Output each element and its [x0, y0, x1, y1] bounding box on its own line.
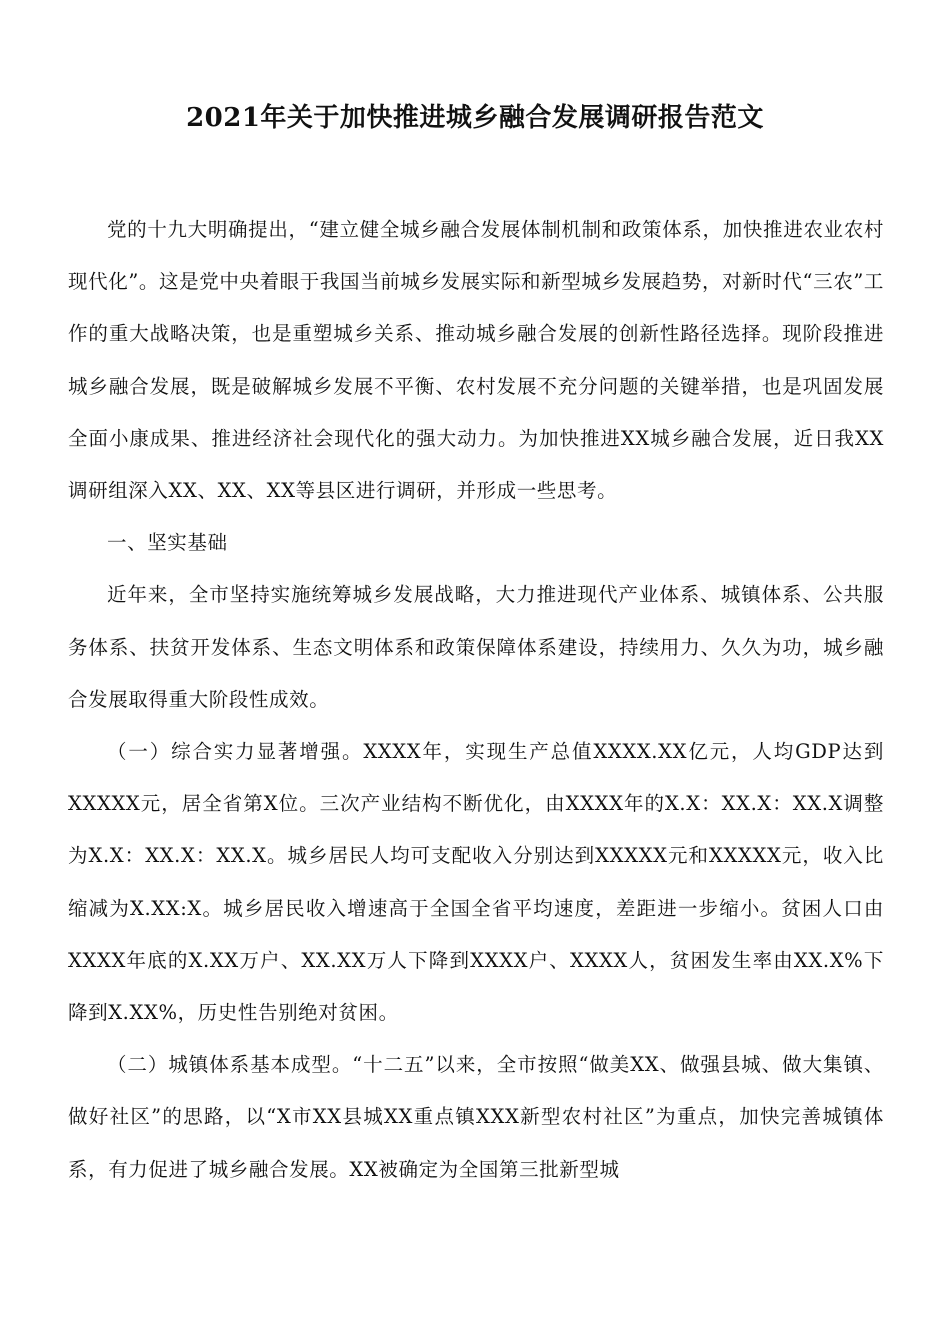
paragraph-strength: （一）综合实力显著增强。XXXX年，实现生产总值XXXX.XX亿元，人均GDP达到XXXXX元，居全省第X位。三次产业结构不断优化，由XXXX年的X.X：XX.X：XX.X调整为X.X：XX.X：XX.X。城乡居民人均可支配收入分别达到XXXXX元和XXXXX元，收入比缩减为X.XX:X。城乡居民收入增速高于全国全省平均速度，差距进一步缩小。贫困人口由XXXX年底的X.XX万户、XX.XX万人下降到XXXX户、XXXX人，贫困发生率由XX.X%下降到X.XX%，历史性告别绝对贫困。: [68, 740, 884, 1025]
document-body: [68, 204, 884, 1196]
paragraph-urban-system: （二）城镇体系基本成型。“十二五”以来，全市按照“做美XX、做强县城、做大集镇、做好社区”的思路，以“X市XX县城XX重点镇XXX新型农村社区”为重点，加快完善城镇体系，有力促进了城乡融合发展。XX被确定为全国第三批新型城: [68, 1053, 884, 1181]
paragraph-intro: 党的十九大明确提出，“建立健全城乡融合发展体制机制和政策体系，加快推进农业农村现代化”。这是党中央着眼于我国当前城乡发展实际和新型城乡发展趋势，对新时代“三农”工作的重大战略决策，也是重塑城乡关系、推动城乡融合发展的创新性路径选择。现阶段推进城乡融合发展，既是破解城乡发展不平衡、农村发展不充分问题的关键举措，也是巩固发展全面小康成果、推进经济社会现代化的强大动力。为加快推进XX城乡融合发展，近日我XX调研组深入XX、XX、XX等县区进行调研，并形成一些思考。: [68, 218, 884, 503]
section-heading-foundation: 一、坚实基础: [107, 531, 228, 555]
paragraph-overview: 近年来，全市坚持实施统筹城乡发展战略，大力推进现代产业体系、城镇体系、公共服务体系、扶贫开发体系、生态文明体系和政策保障体系建设，持续用力、久久为功，城乡融合发展取得重大阶段性成效。: [68, 583, 884, 711]
document-title: 2021年关于加快推进城乡融合发展调研报告范文: [186, 103, 764, 133]
